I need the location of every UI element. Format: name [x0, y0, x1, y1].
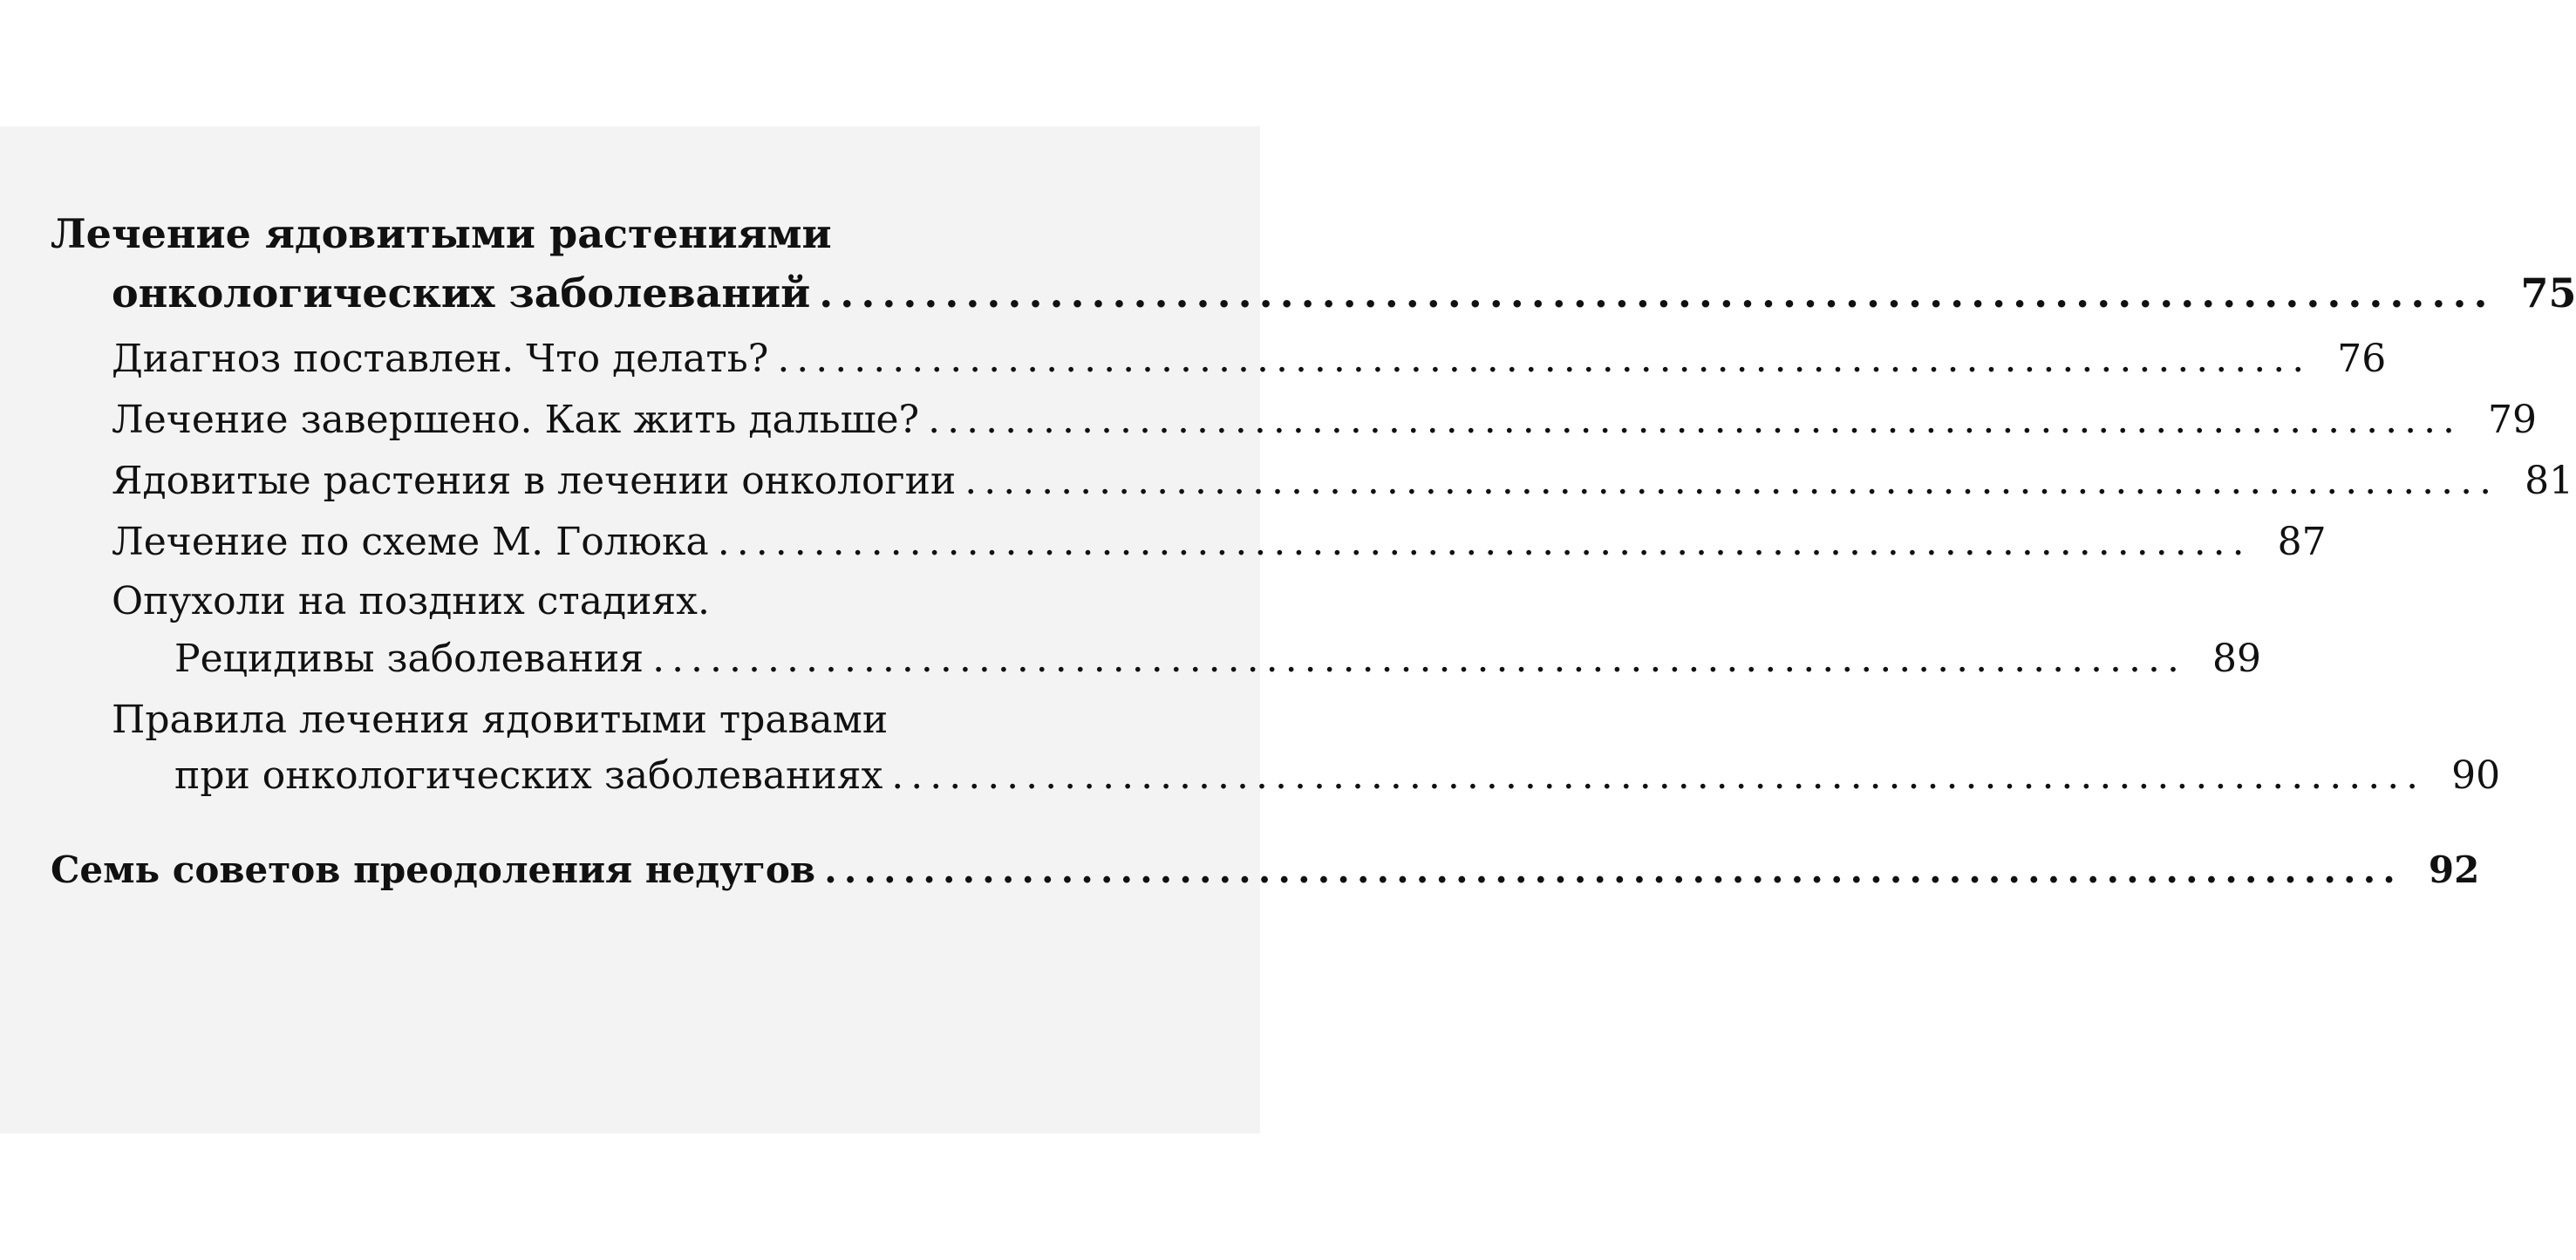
toc-entry-section: [51, 844, 2480, 896]
dot-leader: ................................................................................: [819, 269, 2495, 317]
page-number: 81: [2525, 459, 2574, 503]
toc-entry: [112, 455, 2574, 507]
page-number: 76: [2337, 337, 2387, 381]
dot-leader: ................................................................................: [777, 337, 2312, 381]
page-number: 89: [2211, 637, 2261, 681]
entry-title: Лечение по схеме М. Голюка: [112, 520, 709, 564]
page-number: 92: [2428, 848, 2480, 891]
page-number: 79: [2488, 398, 2538, 442]
entry-title: Диагноз поставлен. Что делать?: [112, 337, 769, 381]
entry-title-line: Рецидивы заболевания: [174, 637, 644, 681]
dot-leader: ................................................................................: [824, 848, 2402, 891]
toc-entry: [112, 516, 2327, 569]
toc-entry-section: [112, 267, 2576, 319]
page-number: 87: [2277, 520, 2327, 564]
dot-leader: ................................................................................: [652, 637, 2186, 681]
entry-title-line: Правила лечения ядовитыми травами: [112, 698, 889, 742]
entry-title: Лечение завершено. Как жить дальше?: [112, 398, 920, 442]
entry-title-line: при онкологических заболеваниях: [174, 753, 883, 798]
dot-leader: ................................................................................: [964, 459, 2499, 503]
dot-leader: ................................................................................: [928, 398, 2463, 442]
section-title: Семь советов преодоления недугов: [51, 848, 816, 891]
entry-title-line: Опухоли на поздних стадиях.: [112, 579, 710, 623]
entry-title: Ядовитые растения в лечении онкологии: [112, 459, 957, 503]
toc-entry: [112, 394, 2538, 446]
toc-entry: [112, 333, 2387, 385]
page-number: 75: [2520, 269, 2576, 317]
toc-entry: [174, 633, 2261, 685]
toc-entry: [174, 750, 2501, 802]
page-number: 90: [2451, 753, 2501, 798]
dot-leader: ................................................................................: [717, 520, 2252, 564]
section-title-line: Лечение ядовитыми растениями: [51, 210, 832, 257]
dot-leader: ................................................................................: [891, 753, 2426, 798]
section-title-line: онкологических заболеваний: [112, 269, 811, 317]
